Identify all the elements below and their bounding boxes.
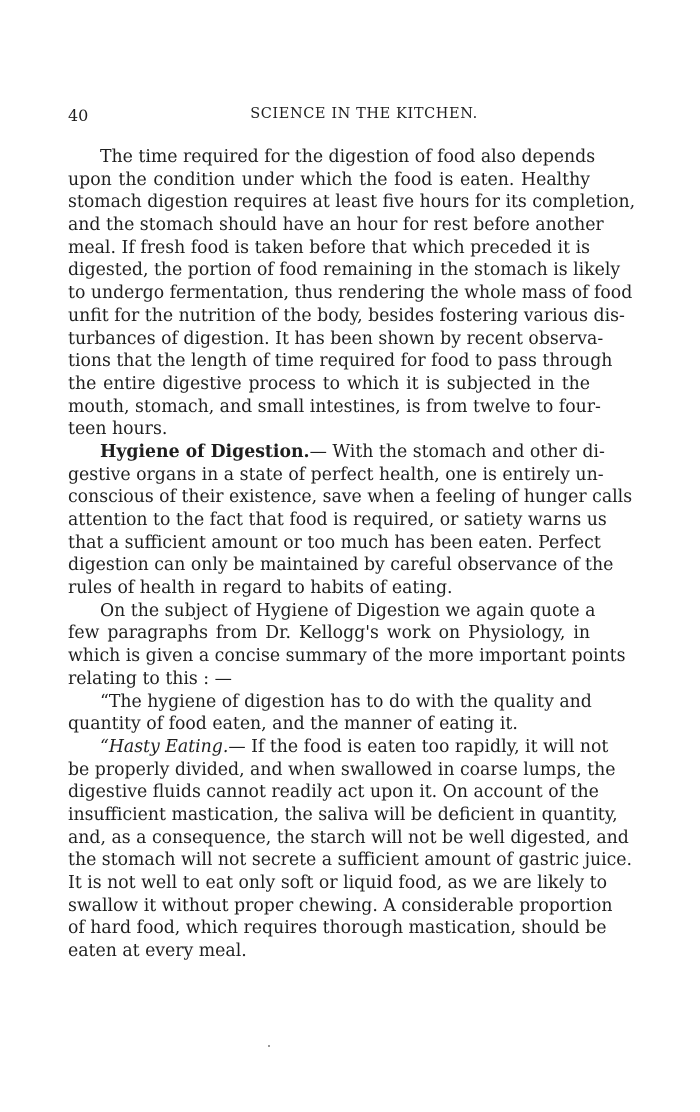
paragraph-digestion-time (68, 146, 636, 441)
running-head (68, 106, 620, 126)
text-line: quantity of food eaten, and the manner of eating it. (68, 714, 518, 735)
text-line: stomach digestion requires at least five hours for its completion, (68, 192, 636, 213)
text-line: digestion can only be maintained by careful observance of the (68, 555, 614, 576)
text-line: eaten at every meal. (68, 941, 247, 962)
text-line: It is not well to eat only soft or liquid food, as we are likely to (68, 873, 608, 893)
paragraph-hygiene-of-digestion (68, 441, 633, 600)
text-line: attention to the fact that food is required, or satiety warns us (68, 510, 607, 530)
text-line: The time required for the digestion of food also depends (100, 147, 596, 167)
text-line: and the stomach should have an hour for rest before another (68, 215, 604, 236)
section-heading: Hygiene of Digestion. (100, 441, 310, 462)
text-line: relating to this : — (68, 668, 232, 689)
text-line: the entire digestive process to which it is subjected in the (68, 373, 590, 394)
text-line: digestive fluids cannot readily act upon it. On account of the (68, 782, 599, 803)
text-line: gestive organs in a state of perfect health, one is entirely un- (68, 464, 604, 485)
text-line: digested, the portion of food remaining in the stomach is likely (68, 260, 621, 281)
text-line: which is given a concise summary of the more important points (68, 646, 626, 667)
page-number: 40 (68, 106, 89, 125)
text-line: On the subject of Hygiene of Digestion we again quote a (100, 600, 596, 621)
text-line: meal. If fresh food is taken before that which preceded it is (68, 237, 590, 258)
text-line: that a sufficient amount or too much has been eaten. Perfect (68, 532, 601, 553)
text-line: conscious of their existence, save when a feeling of hunger calls (68, 487, 633, 508)
print-speck (268, 1045, 270, 1047)
text-line: to undergo fermentation, thus rendering the whole mass of food (68, 283, 633, 304)
body-text (68, 146, 636, 963)
text-line: teen hours. (68, 419, 168, 440)
text-line: be properly divided, and when swallowed in coarse lumps, the (68, 759, 616, 780)
text-line: tions that the length of time required for food to pass through (68, 351, 613, 372)
subsection-heading: “Hasty Eating. (100, 736, 229, 757)
text-line: rules of health in regard to habits of eating. (68, 578, 453, 599)
text-line (68, 441, 605, 464)
text-line: turbances of digestion. It has been shown by recent observa- (68, 328, 604, 349)
text-line: “The hygiene of digestion has to do with the quality and (100, 691, 592, 712)
text-line: and, as a consequence, the starch will not be well digested, and (68, 827, 629, 848)
running-title: SCIENCE IN THE KITCHEN. (250, 106, 478, 122)
text-line (68, 736, 609, 759)
text-line: few paragraphs from Dr. Kellogg's work on Physiology, in (68, 623, 590, 644)
text-line: insufficient mastication, the saliva will be deficient in quantity, (68, 804, 618, 825)
text-run: — If the food is eaten too rapidly, it will not (228, 736, 609, 757)
text-run: — With the stomach and other di- (309, 441, 605, 462)
text-line: the stomach will not secrete a sufficient amount of gastric juice. (68, 850, 633, 871)
text-line: swallow it without proper chewing. A considerable proportion (68, 895, 613, 916)
paragraph-quote-hygiene (68, 691, 590, 736)
text-line: of hard food, which requires thorough mastication, should be (68, 918, 607, 939)
paragraph-quote-intro (68, 600, 626, 691)
text-line: upon the condition under which the food is eaten. Healthy (68, 169, 590, 190)
text-line: unfit for the nutrition of the body, besides fostering various dis- (68, 305, 625, 326)
paragraph-hasty-eating (68, 736, 633, 963)
text-line: mouth, stomach, and small intestines, is from twelve to four- (68, 396, 601, 417)
